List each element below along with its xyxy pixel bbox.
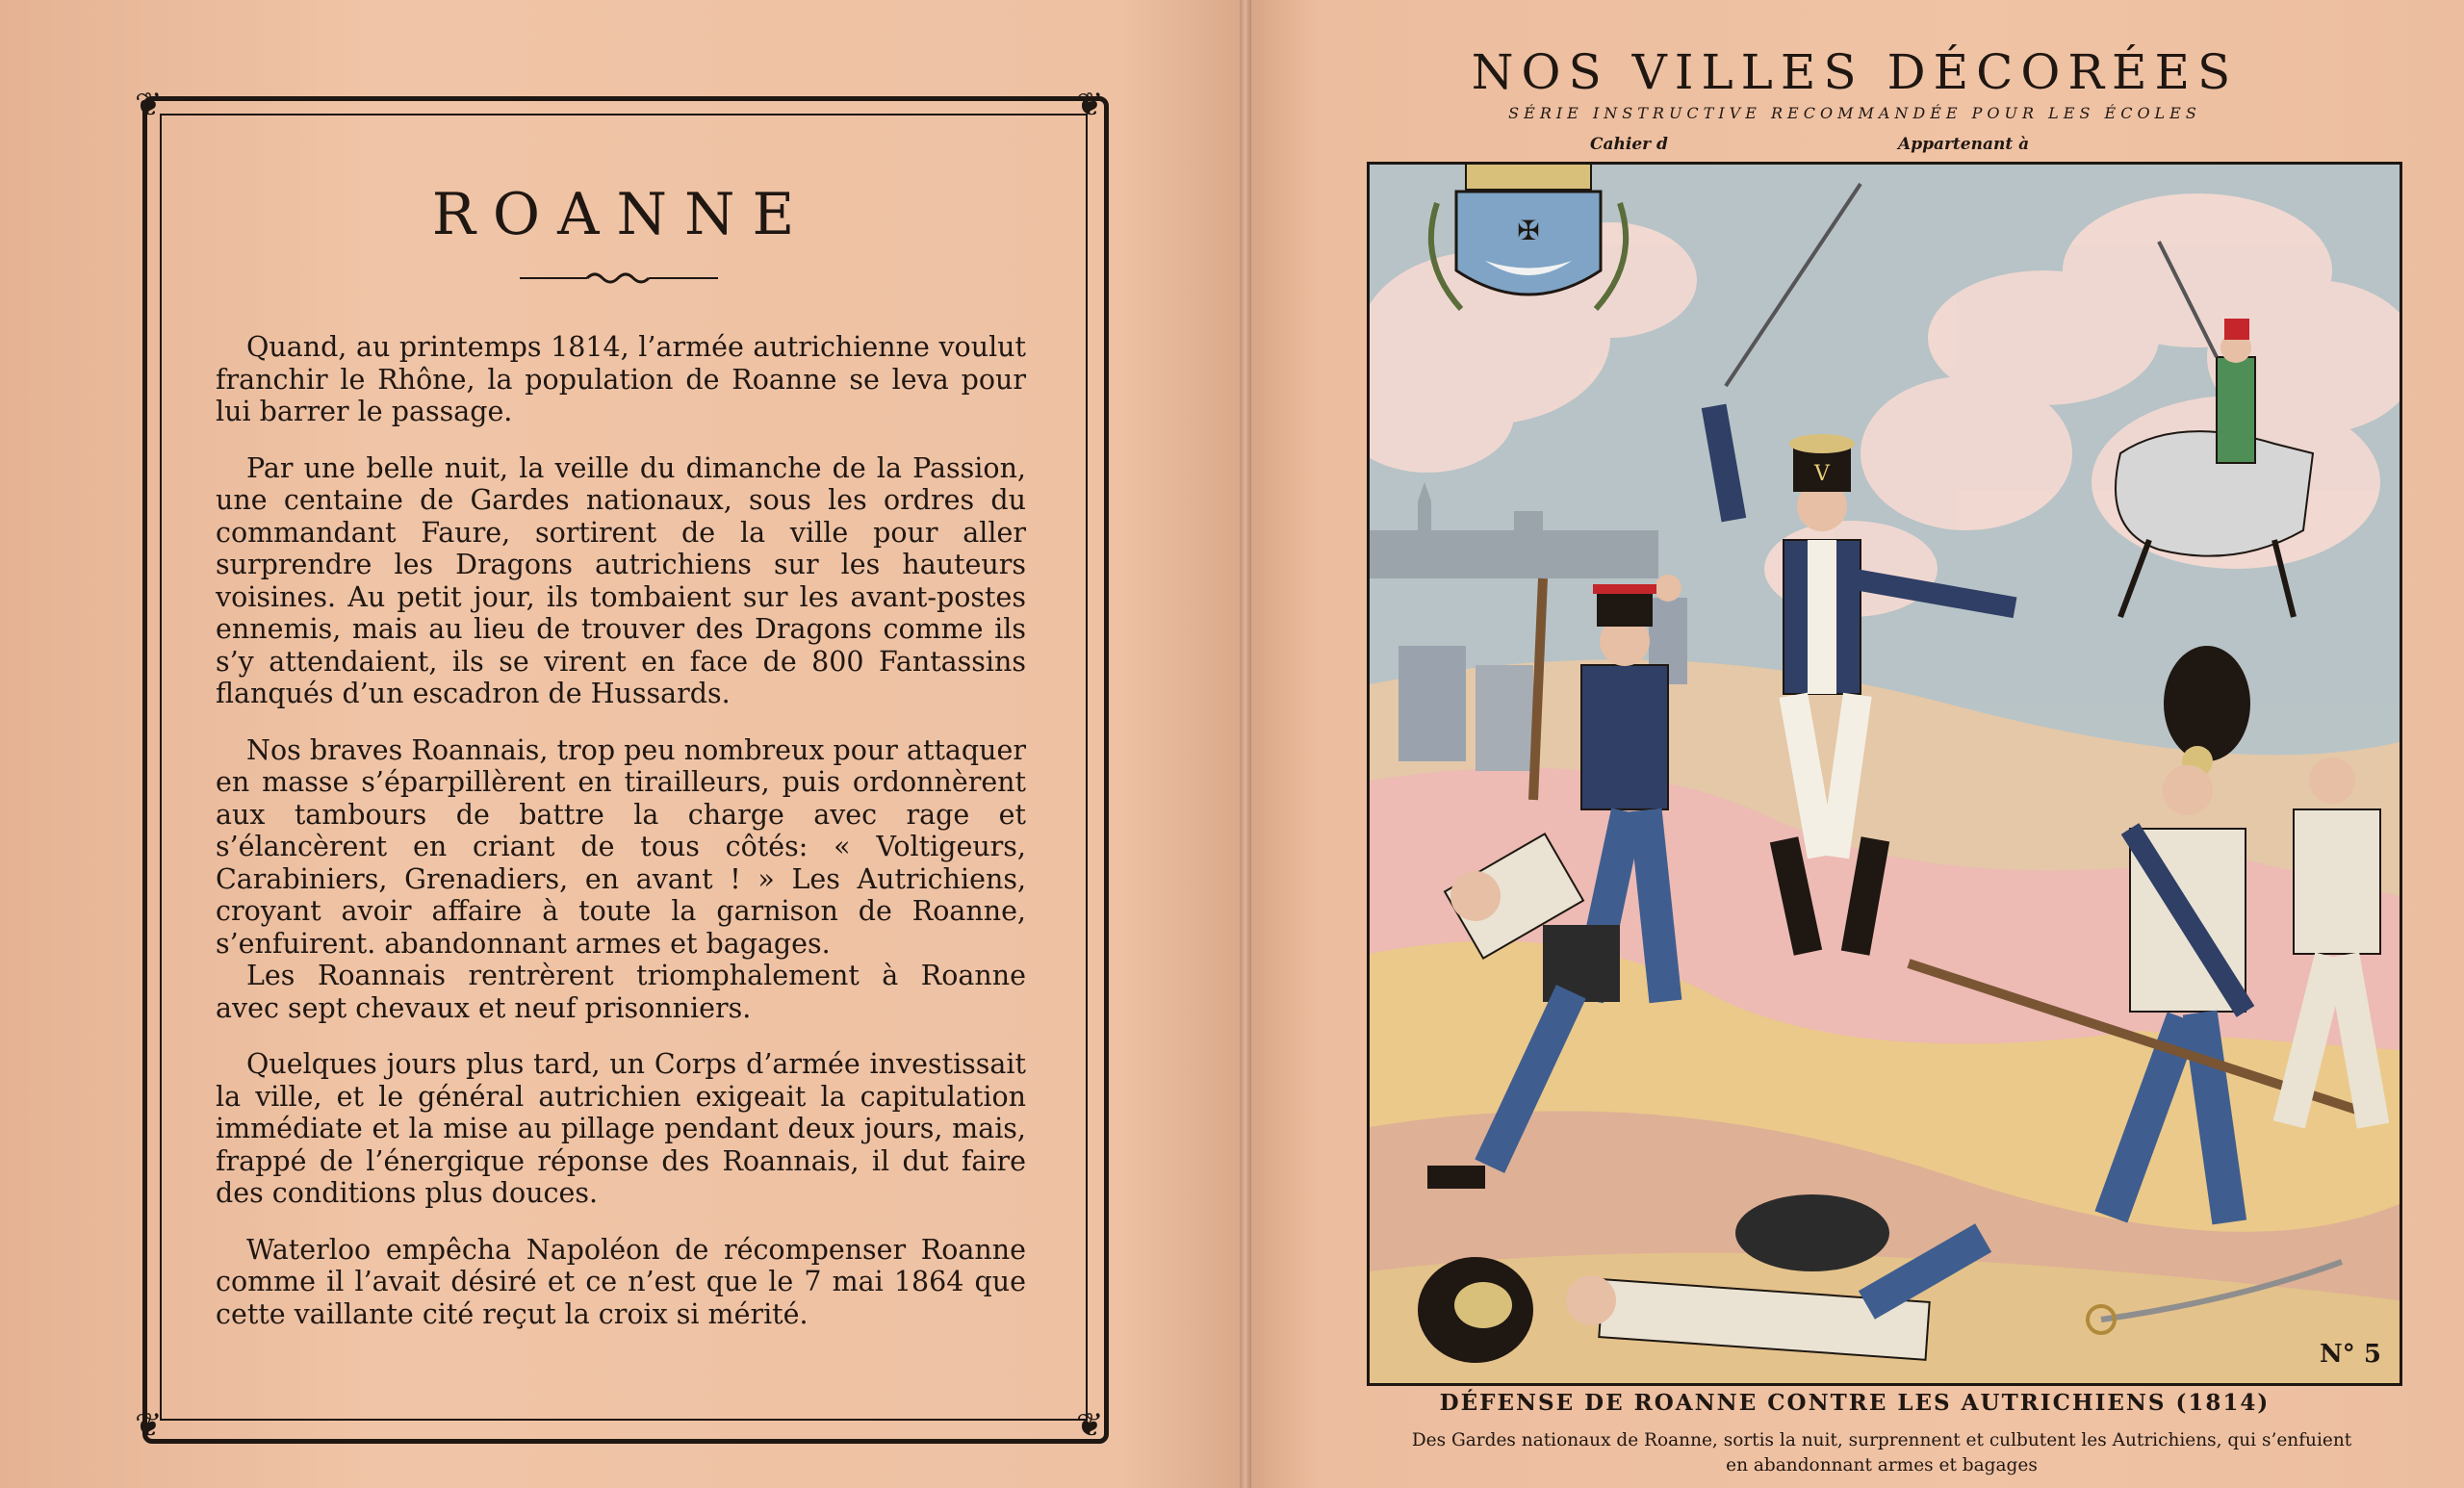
- caption-line: Des Gardes nationaux de Roanne, sortis la nuit, surprennent et culbutent les Autrichiens, qui s’enfuient: [1411, 1430, 2352, 1450]
- page-title: ROANNE: [431, 181, 812, 248]
- owner-label: Appartenant à: [1898, 135, 2030, 154]
- paragraph: Par une belle nuit, la veille du dimanche de la Passion, une centaine de Gardes nationaux, sous les ordres du commandant Faure, sortirent de la ville pour aller surprendre les Dragons autrichiens sur les hauteurs voisines. Au petit jour, ils tombaient sur les avant-postes ennemis, mais au lieu de trouver des Dragons comme ils s’y attendaient, ils se virent en face de 800 Fantassins flanqués d’un escadron de Hussards.: [216, 451, 1026, 709]
- paragraph: Quelques jours plus tard, un Corps d’armée investissait la ville, et le général autrichien exigeait la capitulation immédiate et la mise au pillage pendant deux jours, mais, frappé de l’énergique réponse des Roannais, il dut faire des conditions plus douces.: [216, 1048, 1026, 1209]
- paragraph: Waterloo empêcha Napoléon de récompenser Roanne comme il l’avait désiré et ce n’est que le 7 mai 1864 que cette vaillante cité reçut la croix si mérité.: [216, 1233, 1026, 1330]
- paragraph: Les Roannais rentrèrent triomphalement à Roanne avec sept chevaux et neuf prisonniers.: [216, 960, 1026, 1024]
- dropped-shako-icon: [1418, 1257, 1533, 1363]
- corner-ornament-icon: ❦: [135, 1406, 163, 1445]
- svg-text:✠: ✠: [1517, 215, 1540, 246]
- plate-number: N° 5: [2320, 1340, 2381, 1369]
- battle-scene-drawing: [1370, 165, 2400, 1383]
- paragraph: Nos braves Roannais, trop peu nombreux pour attaquer en masse s’éparpillèrent en tirailleurs, puis ordonnèrent aux tambours de battre la charge avec rage et s’élancèrent en criant de tous côtés: « Voltigeurs, Carabiniers, Grenadiers, en avant ! » Les Autrichiens, croyant avoir affaire à toute la garnison de Roanne, s’enfuirent. abandonnant armes et bagages.: [216, 733, 1026, 960]
- corner-ornament-icon: ❦: [1076, 86, 1104, 124]
- caption-line: en abandonnant armes et bagages: [1726, 1455, 2038, 1475]
- series-subtitle: SÉRIE INSTRUCTIVE RECOMMANDÉE POUR LES ÉCOLES: [1508, 104, 2201, 122]
- story-text: [216, 331, 1026, 1354]
- paragraph: Quand, au printemps 1814, l’armée autrichienne voulut franchir le Rhône, la population de Roanne se leva pour lui barrer le passage.: [216, 331, 1026, 427]
- illustration-caption-title: DÉFENSE DE ROANNE CONTRE LES AUTRICHIENS (1814): [1439, 1390, 2271, 1416]
- center-fold: [1240, 0, 1251, 1488]
- illustration-caption: [1386, 1428, 2377, 1478]
- battle-illustration: [1367, 162, 2402, 1386]
- series-title: NOS VILLES DÉCORÉES: [1471, 44, 2239, 100]
- flourish-divider-icon: [520, 269, 718, 287]
- cahier-label: Cahier d: [1590, 135, 1668, 154]
- svg-text:V: V: [1814, 462, 1830, 486]
- corner-ornament-icon: ❦: [135, 86, 163, 124]
- corner-ornament-icon: ❦: [1076, 1406, 1104, 1445]
